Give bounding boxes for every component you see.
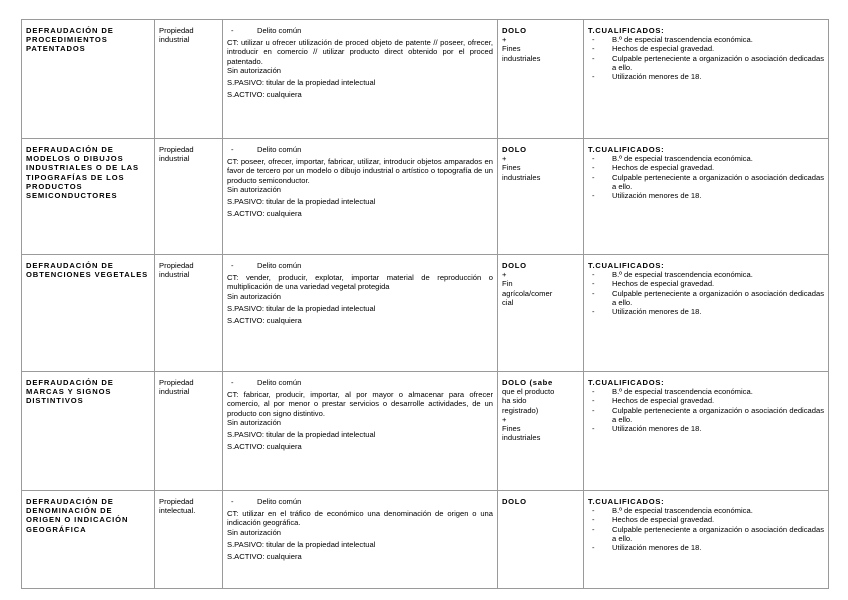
authorization-note: Sin autorización bbox=[227, 291, 282, 301]
table-row bbox=[22, 491, 829, 589]
crime-cell bbox=[22, 491, 155, 589]
crime-cell bbox=[22, 255, 155, 372]
aggravated-item: - B.º de especial trascendencia económica. bbox=[588, 506, 824, 515]
conduct-description: CT: utilizar en el tráfico de económico una denominación de origen o una indicación geográfica. bbox=[227, 509, 493, 528]
offenses-table bbox=[21, 19, 829, 589]
crime-cell bbox=[22, 20, 155, 139]
intent-line: que el producto bbox=[502, 387, 555, 397]
intent-line: DOLO bbox=[502, 497, 527, 506]
aggravated-title: T.CUALIFICADOS: bbox=[588, 26, 665, 35]
aggravated-item: - Culpable perteneciente a organización o asociación dedicadas a ello. bbox=[588, 54, 824, 72]
table-row bbox=[22, 139, 829, 255]
aggravated-item: - Culpable perteneciente a organización o asociación dedicadas a ello. bbox=[588, 525, 824, 543]
aggravated-title: T.CUALIFICADOS: bbox=[588, 378, 665, 387]
aggravated-cell bbox=[584, 372, 829, 491]
aggravated-list bbox=[588, 154, 824, 200]
crime-name: DEFRAUDACIÓN DE DENOMINACIÓN DE ORIGEN O INDICACIÓN GEOGRÁFICA bbox=[26, 497, 129, 534]
property-type: Propiedad industrial bbox=[159, 261, 194, 280]
intent-lines bbox=[502, 26, 579, 63]
delito-type: - Delito común bbox=[227, 497, 493, 506]
aggravated-item: - Hechos de especial gravedad. bbox=[588, 515, 824, 524]
intent-line: cial bbox=[502, 297, 514, 307]
intent-line: DOLO (sabe bbox=[502, 378, 553, 387]
intent-cell bbox=[498, 372, 584, 491]
conduct-cell bbox=[223, 372, 498, 491]
aggravated-item: - Utilización menores de 18. bbox=[588, 307, 824, 316]
property-type: Propiedad industrial bbox=[159, 26, 194, 45]
intent-cell bbox=[498, 139, 584, 255]
crime-cell bbox=[22, 139, 155, 255]
conduct-description: CT: vender, producir, explotar, importar material de reproducción o multiplicación de una variedad vegetal protegida bbox=[227, 273, 493, 292]
property-cell bbox=[155, 20, 223, 139]
aggravated-item: - B.º de especial trascendencia económica. bbox=[588, 387, 824, 396]
conduct-cell bbox=[223, 139, 498, 255]
table-row bbox=[22, 372, 829, 491]
aggravated-title: T.CUALIFICADOS: bbox=[588, 145, 665, 154]
intent-line: industriales bbox=[502, 172, 541, 182]
crime-name: DEFRAUDACIÓN DE OBTENCIONES VEGETALES bbox=[26, 261, 149, 280]
intent-line: Fines bbox=[502, 424, 521, 434]
aggravated-item: - B.º de especial trascendencia económica. bbox=[588, 270, 824, 279]
intent-cell bbox=[498, 255, 584, 372]
aggravated-item: - B.º de especial trascendencia económica. bbox=[588, 154, 824, 163]
aggravated-cell bbox=[584, 139, 829, 255]
active-subject: S.ACTIVO: cualquiera bbox=[227, 90, 302, 100]
aggravated-item: - Utilización menores de 18. bbox=[588, 191, 824, 200]
property-type: Propiedad industrial bbox=[159, 378, 194, 397]
aggravated-item: - Culpable perteneciente a organización o asociación dedicadas a ello. bbox=[588, 406, 824, 424]
property-type: Propiedad intelectual. bbox=[159, 497, 196, 516]
conduct-description: CT: poseer, ofrecer, importar, fabricar, utilizar, introducir objetos amparados en favor de tercero por un modelo o dibujo industrial o artístico o topografía de un producto semiconductor. bbox=[227, 157, 493, 185]
aggravated-list bbox=[588, 387, 824, 433]
aggravated-cell bbox=[584, 20, 829, 139]
intent-lines bbox=[502, 261, 579, 307]
table-row bbox=[22, 20, 829, 139]
active-subject: S.ACTIVO: cualquiera bbox=[227, 209, 302, 219]
authorization-note: Sin autorización bbox=[227, 527, 282, 537]
intent-line: + bbox=[502, 35, 507, 45]
aggravated-item: - Utilización menores de 18. bbox=[588, 424, 824, 433]
passive-subject: S.PASIVO: titular de la propiedad intelectual bbox=[227, 197, 376, 207]
intent-cell bbox=[498, 20, 584, 139]
table-row bbox=[22, 255, 829, 372]
aggravated-item: - Hechos de especial gravedad. bbox=[588, 44, 824, 53]
active-subject: S.ACTIVO: cualquiera bbox=[227, 316, 302, 326]
intent-line: Fin bbox=[502, 279, 513, 289]
active-subject: S.ACTIVO: cualquiera bbox=[227, 552, 302, 562]
intent-cell bbox=[498, 491, 584, 589]
delito-type: - Delito común bbox=[227, 26, 493, 35]
aggravated-item: - Hechos de especial gravedad. bbox=[588, 279, 824, 288]
conduct-cell bbox=[223, 255, 498, 372]
aggravated-title: T.CUALIFICADOS: bbox=[588, 261, 665, 270]
delito-type: - Delito común bbox=[227, 145, 493, 154]
conduct-cell bbox=[223, 20, 498, 139]
crime-name: DEFRAUDACIÓN DE MODELOS O DIBUJOS INDUSTRIALES O DE LAS TIPOGRAFÍAS DE LOS PRODUCTOS SEMICONDUCTORES bbox=[26, 145, 139, 201]
intent-line: + bbox=[502, 270, 507, 280]
authorization-note: Sin autorización bbox=[227, 65, 282, 75]
delito-type: - Delito común bbox=[227, 378, 493, 387]
intent-line: DOLO bbox=[502, 145, 527, 154]
property-cell bbox=[155, 491, 223, 589]
aggravated-item: - Culpable perteneciente a organización o asociación dedicadas a ello. bbox=[588, 173, 824, 191]
authorization-note: Sin autorización bbox=[227, 417, 282, 427]
intent-line: DOLO bbox=[502, 26, 527, 35]
intent-line: + bbox=[502, 414, 507, 424]
intent-line: Fines bbox=[502, 163, 521, 173]
authorization-note: Sin autorización bbox=[227, 184, 282, 194]
aggravated-item: - Culpable perteneciente a organización o asociación dedicadas a ello. bbox=[588, 289, 824, 307]
conduct-description: CT: fabricar, producir, importar, al por mayor o almacenar para ofrecer comercio, al por menor o prestar servicios o desarrolle actividades, de un producto con signo distintivo. bbox=[227, 390, 493, 418]
active-subject: S.ACTIVO: cualquiera bbox=[227, 442, 302, 452]
intent-line: agrícola/comer bbox=[502, 288, 553, 298]
intent-lines bbox=[502, 378, 579, 442]
passive-subject: S.PASIVO: titular de la propiedad intelectual bbox=[227, 539, 376, 549]
passive-subject: S.PASIVO: titular de la propiedad intelectual bbox=[227, 430, 376, 440]
crime-name: DEFRAUDACIÓN DE MARCAS Y SIGNOS DISTINTIVOS bbox=[26, 378, 114, 406]
aggravated-item: - Hechos de especial gravedad. bbox=[588, 396, 824, 405]
aggravated-item: - Hechos de especial gravedad. bbox=[588, 163, 824, 172]
conduct-description: CT: utilizar u ofrecer utilización de proced objeto de patente // poseer, ofrecer, introducir en comercio // utilizar producto direct obtenido por el proced patentado. bbox=[227, 38, 493, 66]
intent-line: registrado) bbox=[502, 405, 539, 415]
crime-name: DEFRAUDACIÓN DE PROCEDIMIENTOS PATENTADOS bbox=[26, 26, 114, 54]
intent-line: DOLO bbox=[502, 261, 527, 270]
intent-line: industriales bbox=[502, 53, 541, 63]
property-cell bbox=[155, 372, 223, 491]
intent-line: industriales bbox=[502, 433, 541, 443]
passive-subject: S.PASIVO: titular de la propiedad intelectual bbox=[227, 303, 376, 313]
intent-line: + bbox=[502, 154, 507, 164]
property-type: Propiedad industrial bbox=[159, 145, 194, 164]
intent-lines bbox=[502, 145, 579, 182]
property-cell bbox=[155, 139, 223, 255]
property-cell bbox=[155, 255, 223, 372]
crime-cell bbox=[22, 372, 155, 491]
aggravated-cell bbox=[584, 255, 829, 372]
intent-line: ha sido bbox=[502, 396, 527, 406]
intent-lines bbox=[502, 497, 579, 506]
aggravated-list bbox=[588, 35, 824, 81]
aggravated-list bbox=[588, 270, 824, 316]
aggravated-title: T.CUALIFICADOS: bbox=[588, 497, 665, 506]
delito-type: - Delito común bbox=[227, 261, 493, 270]
aggravated-list bbox=[588, 506, 824, 552]
conduct-cell bbox=[223, 491, 498, 589]
aggravated-item: - Utilización menores de 18. bbox=[588, 543, 824, 552]
passive-subject: S.PASIVO: titular de la propiedad intelectual bbox=[227, 78, 376, 88]
aggravated-item: - Utilización menores de 18. bbox=[588, 72, 824, 81]
intent-line: Fines bbox=[502, 44, 521, 54]
aggravated-cell bbox=[584, 491, 829, 589]
aggravated-item: - B.º de especial trascendencia económica. bbox=[588, 35, 824, 44]
